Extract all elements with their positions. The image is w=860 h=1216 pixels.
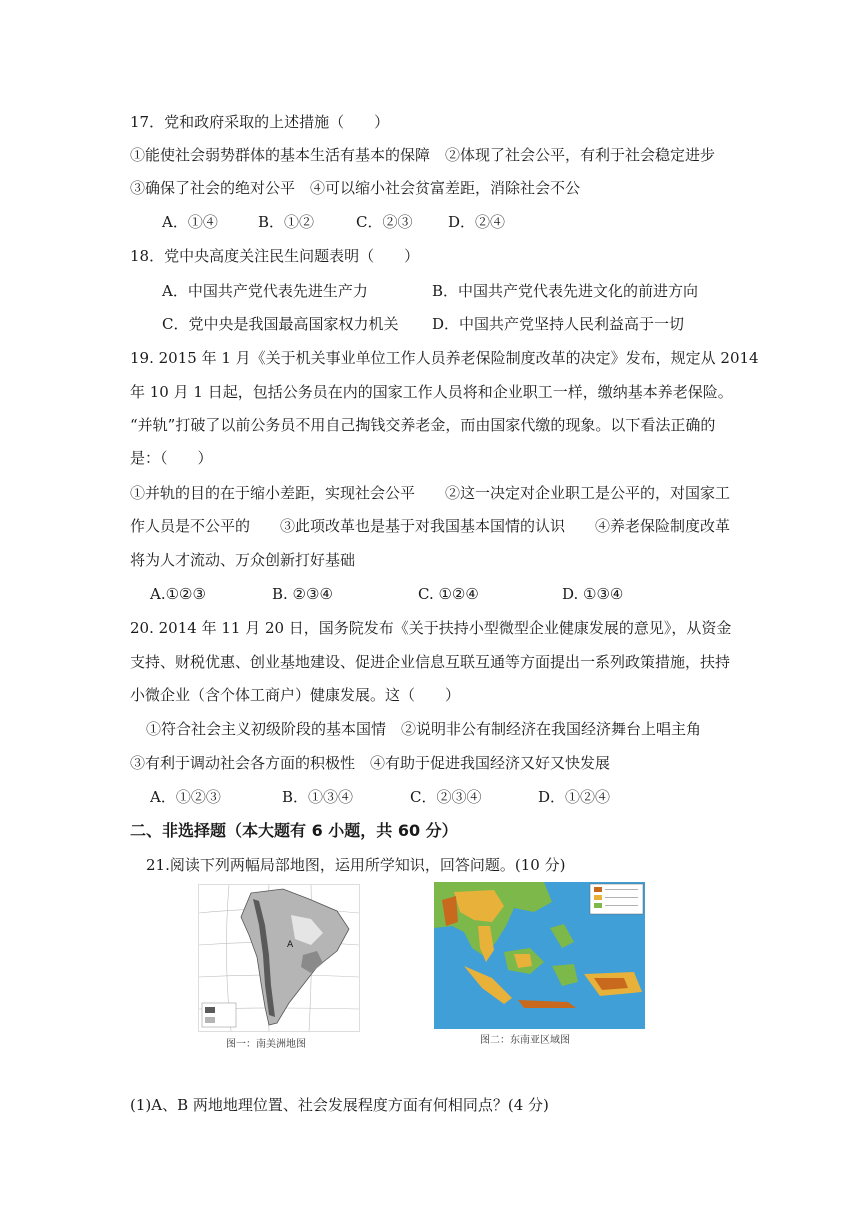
q19-option-c: C. ①②④ bbox=[418, 585, 479, 603]
q19-statement-line: 将为人才流动、万众创新打好基础 bbox=[130, 551, 356, 569]
q17-option-b: B．①② bbox=[258, 213, 315, 231]
q18-option-b: B．中国共产党代表先进文化的前进方向 bbox=[432, 282, 699, 300]
q20-statement-line: ③有利于调动社会各方面的积极性 ④有助于促进我国经济又好又快发展 bbox=[130, 754, 611, 772]
south-america-map bbox=[198, 884, 360, 1032]
q17-stem: 17．党和政府采取的上述措施（ ） bbox=[130, 113, 390, 131]
q21-subquestion-1: (1)A、B 两地地理位置、社会发展程度方面有何相同点？(4 分) bbox=[130, 1096, 549, 1114]
southeast-asia-map bbox=[434, 882, 645, 1029]
q20-option-d: D．①②④ bbox=[538, 788, 611, 806]
q20-option-c: C．②③④ bbox=[410, 788, 482, 806]
q18-option-d: D．中国共产党坚持人民利益高于一切 bbox=[432, 315, 685, 333]
q18-option-c: C．党中央是我国最高国家权力机关 bbox=[162, 315, 399, 333]
q19-option-b: B. ②③④ bbox=[272, 585, 333, 603]
q20-stem-line: 小微企业（含个体工商户）健康发展。这（ ） bbox=[130, 686, 461, 704]
q20-stem-line: 20. 2014 年 11 月 20 日，国务院发布《关于扶持小型微型企业健康发展的意见》，从资金 bbox=[130, 619, 732, 637]
q20-option-b: B．①③④ bbox=[282, 788, 354, 806]
q19-option-a: A.①②③ bbox=[150, 585, 206, 603]
q19-statement-line: ①并轨的目的在于缩小差距，实现社会公平 ②这一决定对企业职工是公平的，对国家工 bbox=[130, 484, 731, 502]
q19-option-d: D. ①③④ bbox=[562, 585, 624, 603]
q18-stem: 18．党中央高度关注民生问题表明（ ） bbox=[130, 247, 420, 265]
section-heading: 二、非选择题（本大题有 6 小题，共 60 分） bbox=[130, 821, 458, 840]
q18-option-a: A．中国共产党代表先进生产力 bbox=[162, 282, 368, 300]
map2-caption: 图二：东南亚区域图 bbox=[480, 1035, 570, 1046]
q17-statement-line: ①能使社会弱势群体的基本生活有基本的保障 ②体现了社会公平，有利于社会稳定进步 bbox=[130, 146, 716, 164]
q19-stem-line: “并轨”打破了以前公务员不用自己掏钱交养老金，而由国家代缴的现象。以下看法正确的 bbox=[130, 416, 716, 434]
q17-option-c: C．②③ bbox=[356, 213, 413, 231]
q19-stem-line: 19. 2015 年 1 月《关于机关事业单位工作人员养老保险制度改革的决定》发布，规定从 2014 bbox=[130, 349, 759, 367]
svg-text:A: A bbox=[287, 940, 294, 950]
q17-option-d: D．②④ bbox=[448, 213, 506, 231]
q19-statement-line: 作人员是不公平的 ③此项改革也是基于对我国基本国情的认识 ④养老保险制度改革 bbox=[130, 517, 731, 535]
q20-statement-line: ①符合社会主义初级阶段的基本国情 ②说明非公有制经济在我国经济舞台上唱主角 bbox=[146, 720, 702, 738]
q20-option-a: A．①②③ bbox=[150, 788, 221, 806]
q17-option-a: A．①④ bbox=[162, 213, 218, 231]
q19-stem-line: 年 10 月 1 日起，包括公务员在内的国家工作人员将和企业职工一样，缴纳基本养老保险。 bbox=[130, 383, 733, 401]
q17-statement-line: ③确保了社会的绝对公平 ④可以缩小社会贫富差距，消除社会不公 bbox=[130, 179, 581, 197]
q19-stem-line: 是：（ ） bbox=[130, 449, 213, 467]
q21-stem: 21.阅读下列两幅局部地图，运用所学知识，回答问题。(10 分) bbox=[146, 856, 566, 874]
q20-stem-line: 支持、财税优惠、创业基地建设、促进企业信息互联互通等方面提出一系列政策措施，扶持 bbox=[130, 653, 731, 671]
map1-caption: 图一：南美洲地图 bbox=[226, 1039, 306, 1050]
